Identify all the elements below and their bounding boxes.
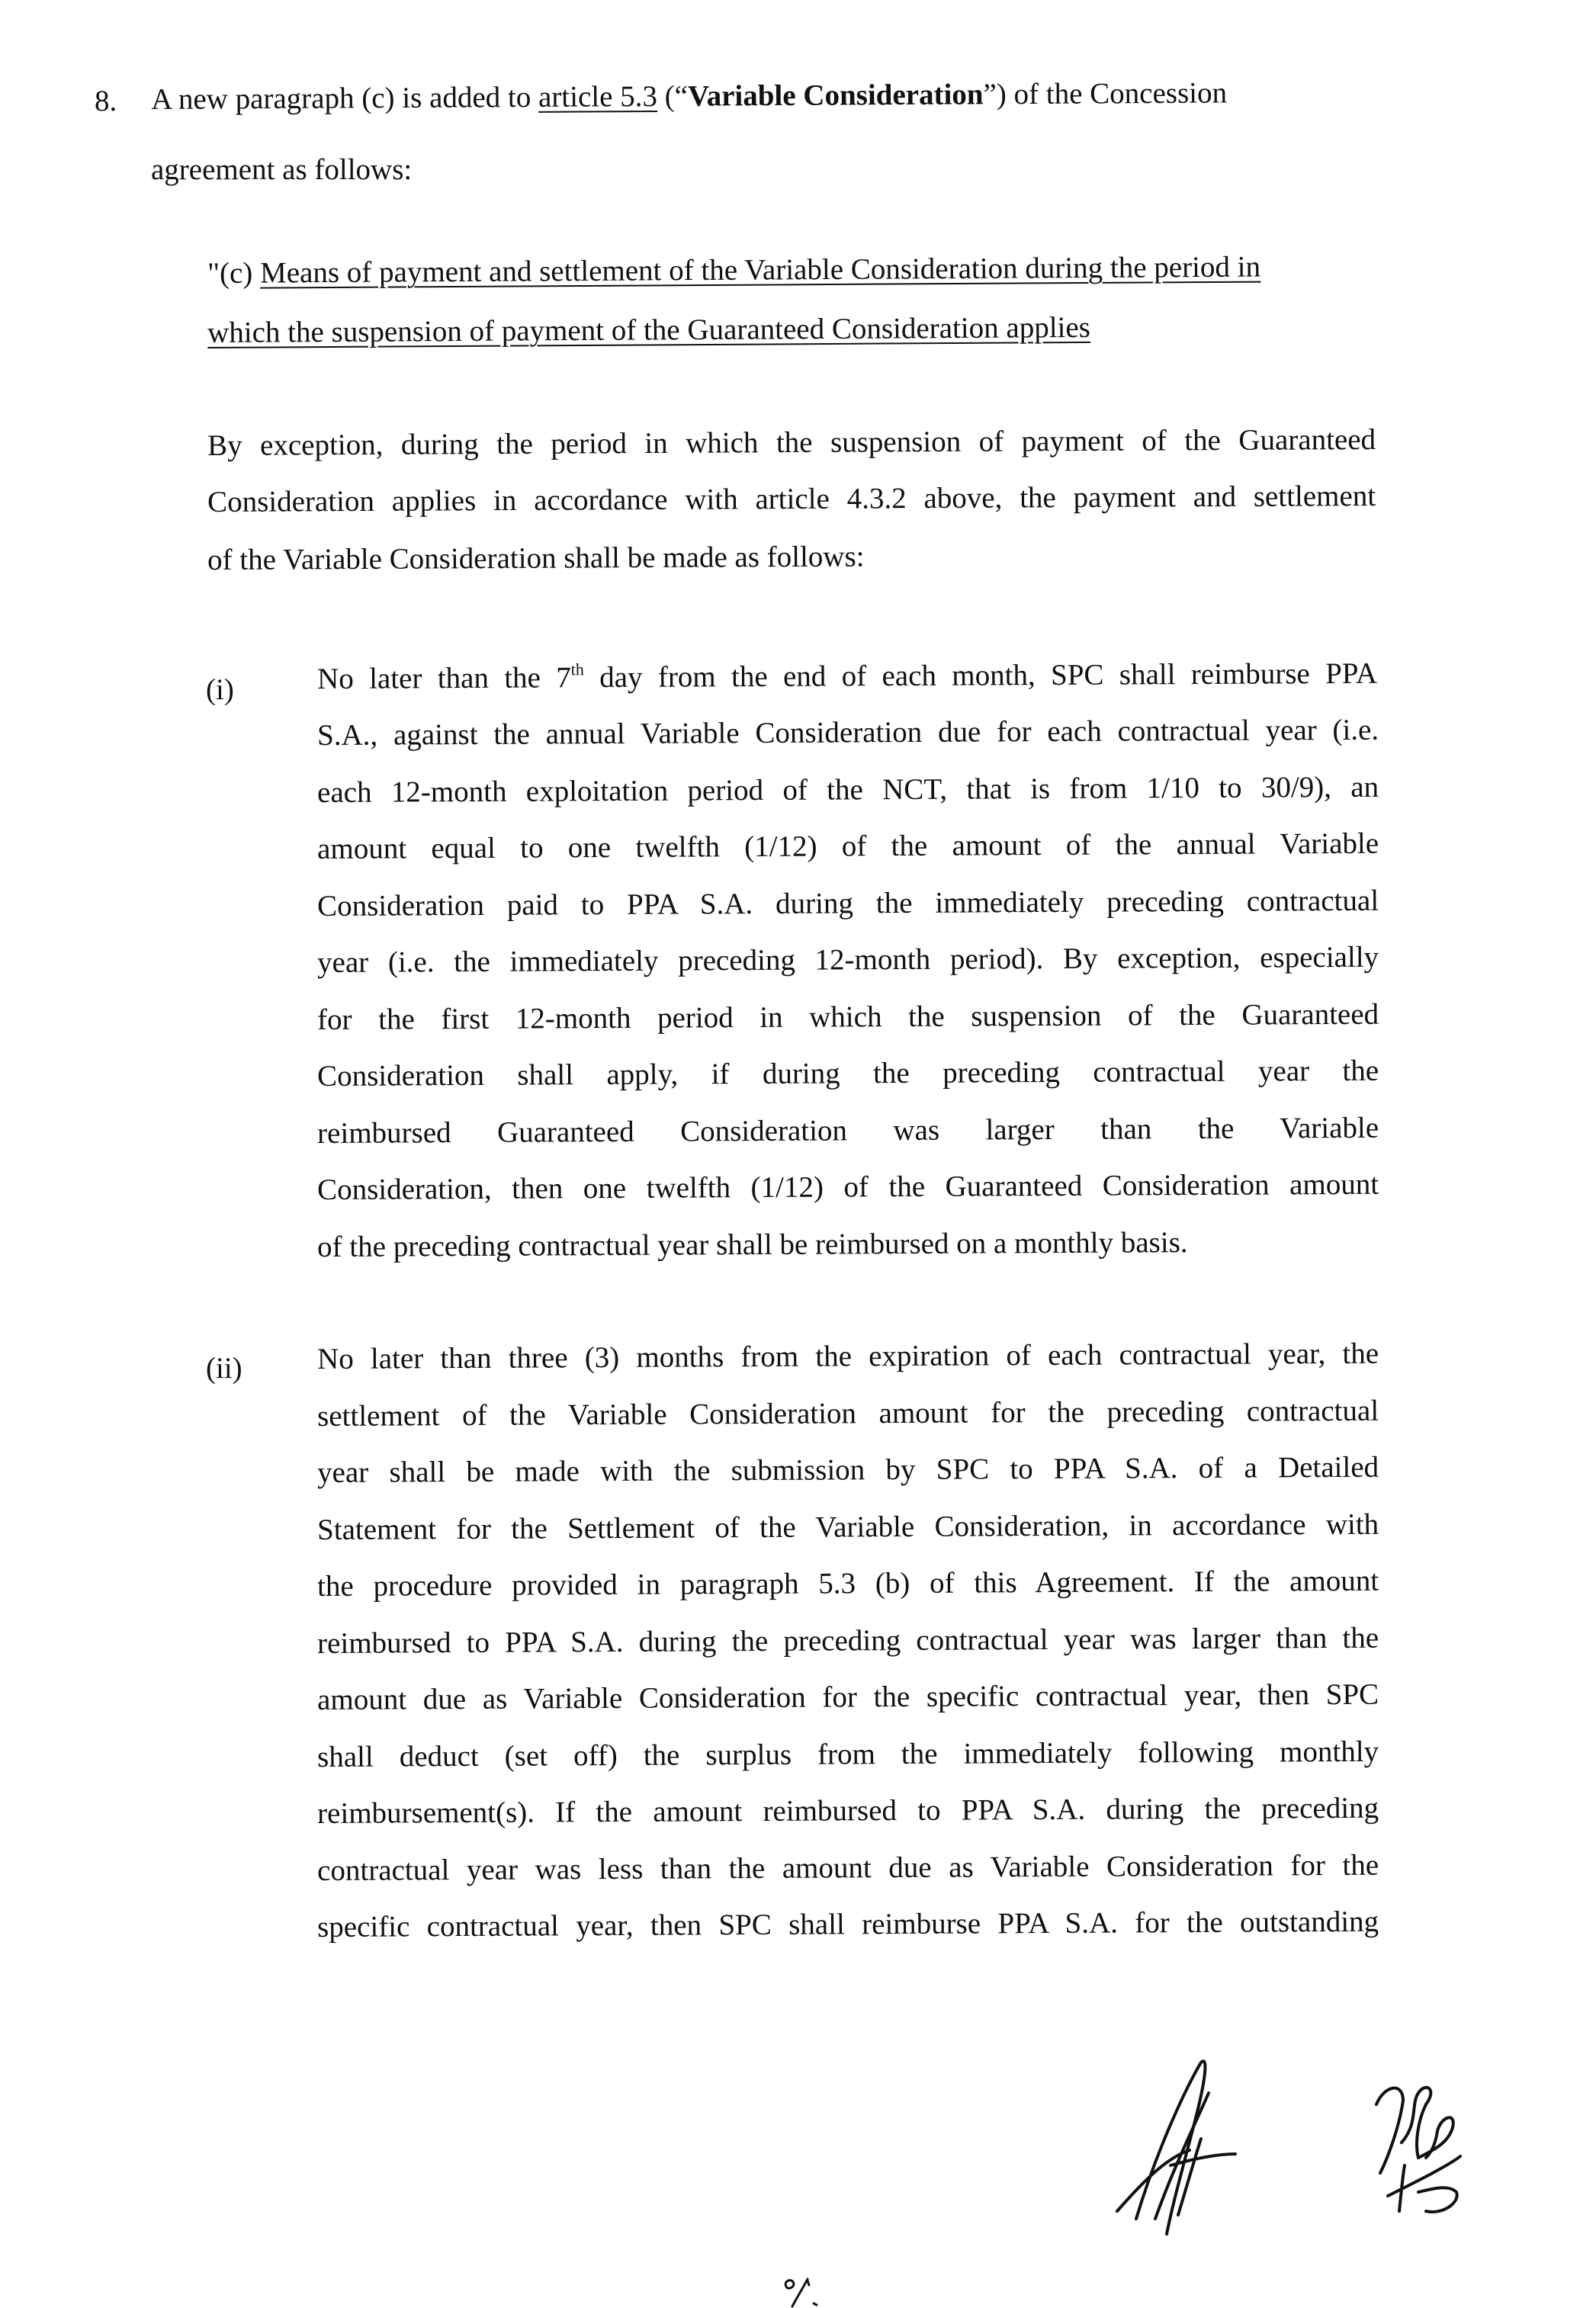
exception-line: By exception, during the period in which the suspension of payment of the Guaranteed	[207, 422, 1376, 462]
exception-line: of the Variable Consideration shall be made as follows:	[207, 540, 865, 576]
item-i-line	[317, 656, 1377, 697]
subheading-line-2	[207, 310, 1090, 351]
ordinal-suffix: th	[570, 660, 584, 679]
item-label: (ii)	[206, 1352, 242, 1385]
item-number: 8.	[95, 85, 117, 117]
subheading-prefix: "(c)	[207, 256, 261, 290]
intro-line-1	[151, 75, 1227, 117]
defined-term: Variable Consideration	[687, 78, 984, 113]
item-line: year shall be made with the submission by SPC to PPA S.A. of a Detailed	[317, 1450, 1379, 1489]
item-line: for the first 12-month period in which the suspension of the Guaranteed	[317, 997, 1379, 1036]
item-label: (i)	[206, 673, 234, 706]
exception-line: Consideration applies in accordance with article 4.3.2 above, the payment and settlement	[207, 479, 1376, 518]
item-line: year (i.e. the immediately preceding 12-month period). By exception, especially	[317, 940, 1379, 979]
item-line: Consideration, then one twelfth (1/12) of the Guaranteed Consideration amount	[317, 1167, 1379, 1206]
quote-open: (“	[657, 79, 689, 113]
item-line: the procedure provided in paragraph 5.3 (b) of this Agreement. If the amount	[317, 1564, 1379, 1603]
page-mark	[782, 2276, 827, 2308]
signature-2-icon	[1373, 2059, 1479, 2219]
item-line: specific contractual year, then SPC shall reimburse PPA S.A. for the outstanding	[317, 1905, 1379, 1944]
article-reference-link: article 5.3	[538, 79, 658, 114]
item-line: reimbursement(s). If the amount reimbursed to PPA S.A. during the preceding	[317, 1791, 1379, 1830]
item-line: reimbursed to PPA S.A. during the preceding contractual year was larger than the	[317, 1621, 1379, 1660]
item-line: Consideration shall apply, if during the preceding contractual year the	[317, 1054, 1379, 1093]
intro-text-pre: A new paragraph (c) is added to	[151, 80, 539, 116]
item-line: No later than three (3) months from the expiration of each contractual year, the	[317, 1337, 1379, 1375]
intro-line-2: agreement as follows:	[151, 153, 413, 186]
item-line: of the preceding contractual year shall be reimbursed on a monthly basis.	[317, 1225, 1188, 1263]
item-line: each 12-month exploitation period of the NCT, that is from 1/10 to 30/9), an	[317, 770, 1379, 809]
item-line: S.A., against the annual Variable Consideration due for each contractual year (i.e.	[317, 713, 1379, 752]
subheading-line-1	[207, 250, 1260, 291]
item-line: Consideration paid to PPA S.A. during the immediately preceding contractual	[317, 884, 1379, 923]
signature-1-icon	[1113, 2051, 1266, 2242]
item-line: amount equal to one twelfth (1/12) of the amount of the annual Variable	[317, 827, 1379, 865]
item-line: Statement for the Settlement of the Variable Consideration, in accordance with	[317, 1507, 1379, 1546]
item-line: contractual year was less than the amount due as Variable Consideration for the	[317, 1848, 1379, 1887]
item-i-text: day from the end of each month, SPC shall reimburse PPA	[583, 656, 1378, 695]
subheading-title: Means of payment and settlement of the Variable Consideration during the period in	[259, 250, 1261, 290]
item-line: settlement of the Variable Consideration amount for the preceding contractual	[317, 1394, 1379, 1433]
subheading-title-cont: which the suspension of payment of the Guaranteed Consideration applies	[207, 310, 1091, 349]
intro-text-post: ”) of the Concession	[983, 76, 1228, 111]
item-i-text: No later than the 7	[317, 661, 571, 695]
item-line: reimbursed Guaranteed Consideration was larger than the Variable	[317, 1111, 1379, 1150]
item-line: amount due as Variable Consideration for the specific contractual year, then SPC	[317, 1677, 1379, 1716]
item-line: shall deduct (set off) the surplus from the immediately following monthly	[317, 1735, 1379, 1774]
